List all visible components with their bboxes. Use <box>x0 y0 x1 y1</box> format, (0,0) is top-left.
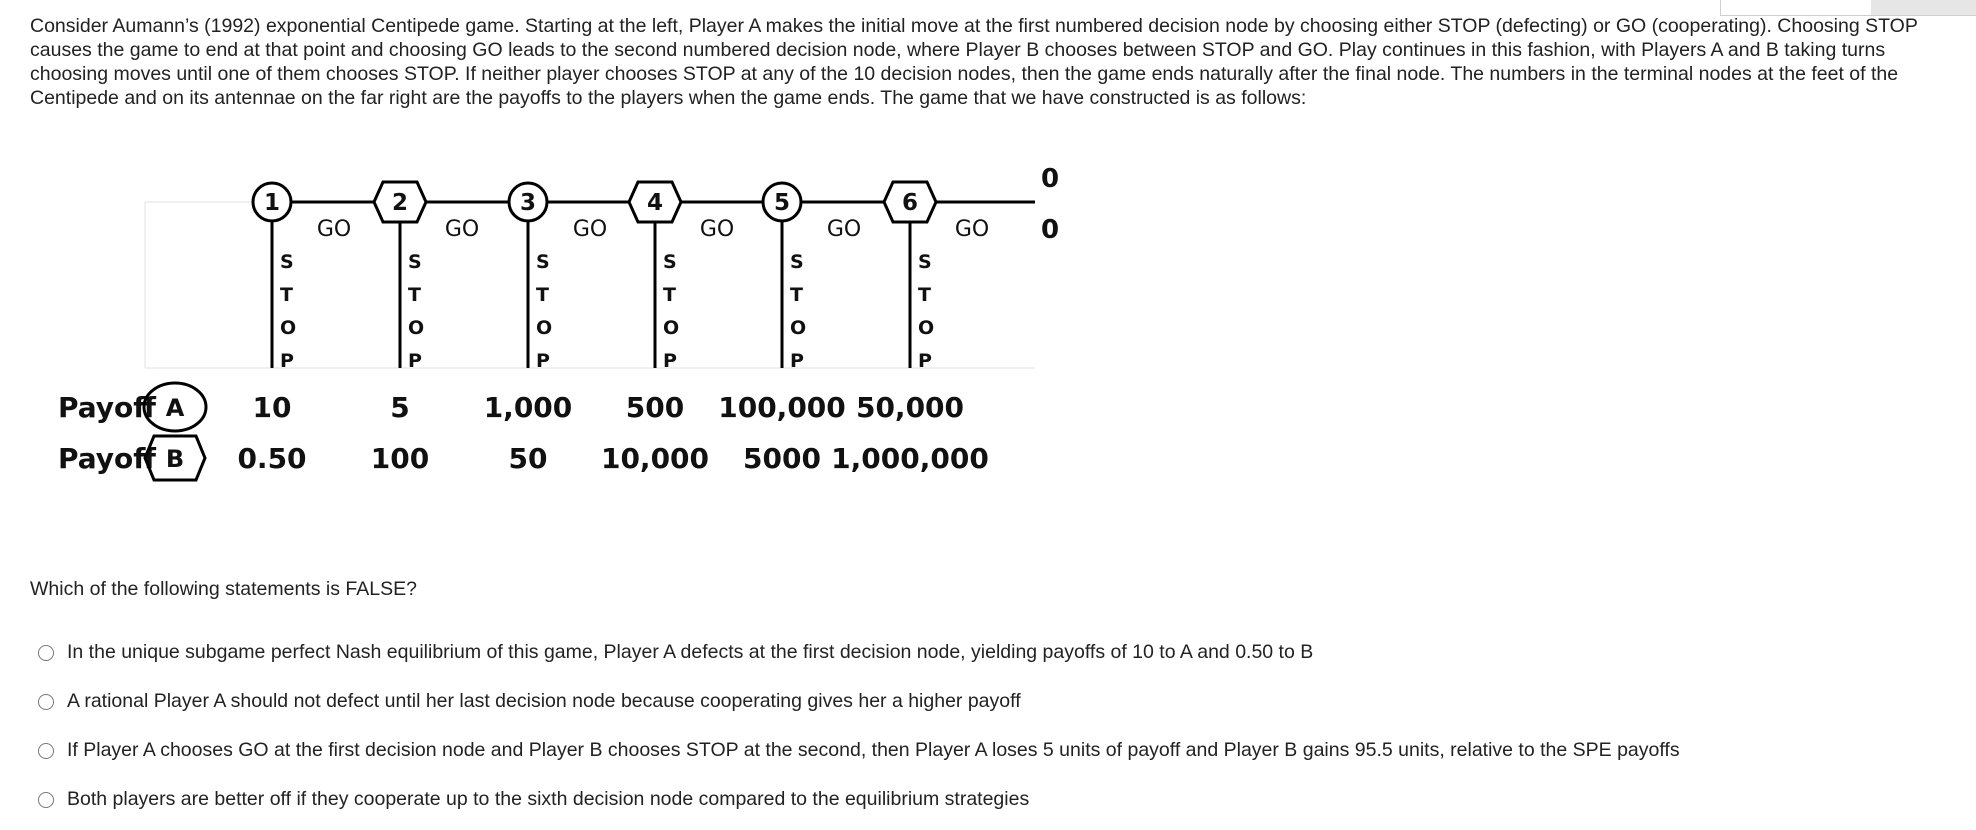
radio-button-1[interactable] <box>38 645 54 661</box>
payoff-a-label: Payoff <box>58 391 156 424</box>
stop-label-5: T <box>790 284 803 306</box>
payoff-b-5: 5000 <box>743 442 821 475</box>
stop-label-5: S <box>790 251 804 273</box>
go-label-4: GO <box>699 217 735 242</box>
player-a-letter: A <box>165 394 185 422</box>
node-number-2: 2 <box>391 190 409 216</box>
node-number-3: 3 <box>519 190 537 216</box>
top-right-frame-fill <box>1871 0 1976 15</box>
payoff-b-label: Payoff <box>58 442 156 475</box>
stop-label-4: S <box>663 251 677 273</box>
go-label-3: GO <box>572 217 608 242</box>
intro-paragraph: Consider Aumann’s (1992) exponential Centipede game. Starting at the left, Player A makes the initial move at the first numbered decision node by choosing either STOP (defecting) or GO (cooperating). Choosing STOP causes the game to end at that point and choosing GO leads to the second numbered decision node, where Player B chooses between STOP and GO. Play continues in this fashion, with Players A and B taking turns choosing moves until one of them chooses STOP. If neither player chooses STOP at any of the 10 decision nodes, then the game ends naturally after the final node. The numbers in the terminal nodes at the feet of the Centipede and on its antennae on the far right are the payoffs to the players when the game ends. The game that we have constructed is as follows: <box>30 15 1918 109</box>
payoff-a-4: 500 <box>625 391 685 424</box>
end-payoff-a: 0 <box>1040 164 1060 194</box>
stop-label-3: T <box>536 284 549 306</box>
node-number-1: 1 <box>263 190 281 216</box>
answer-option-4[interactable] <box>38 775 1680 824</box>
stop-label-1: S <box>280 251 294 273</box>
answer-option-4-text: Both players are better off if they cooperate up to the sixth decision node compared to the equilibrium strategies <box>67 788 1030 810</box>
stop-label-6: S <box>918 251 932 273</box>
answer-option-1[interactable] <box>38 628 1680 677</box>
stop-label-6: P <box>918 350 932 372</box>
radio-button-4[interactable] <box>38 792 54 808</box>
answer-option-2[interactable] <box>38 677 1680 726</box>
end-payoff-b: 0 <box>1040 215 1060 245</box>
answer-option-3[interactable] <box>38 726 1680 775</box>
stop-label-1: P <box>280 350 294 372</box>
stop-label-4: T <box>663 284 676 306</box>
stop-label-2: O <box>408 317 425 339</box>
stop-label-2: P <box>408 350 422 372</box>
node-number-5: 5 <box>773 190 791 216</box>
stop-label-2: T <box>408 284 421 306</box>
player-b-letter: B <box>165 445 185 473</box>
payoff-a-1: 10 <box>252 391 292 424</box>
payoff-b-6: 1,000,000 <box>831 442 989 475</box>
node-number-4: 4 <box>646 190 664 216</box>
stop-label-3: S <box>536 251 550 273</box>
go-label-2: GO <box>444 217 480 242</box>
payoff-b-3: 50 <box>508 442 548 475</box>
stop-label-1: T <box>280 284 293 306</box>
answer-option-2-text: A rational Player A should not defect until her last decision node because cooperating gives her a higher payoff <box>67 690 1021 712</box>
answer-option-3-text: If Player A chooses GO at the first decision node and Player B chooses STOP at the second, then Player A loses 5 units of payoff and Player B gains 95.5 units, relative to the SPE payoffs <box>67 739 1680 761</box>
go-label-6: GO <box>954 217 990 242</box>
stop-label-5: P <box>790 350 804 372</box>
payoff-a-6: 50,000 <box>855 391 965 424</box>
go-label-1: GO <box>316 217 352 242</box>
payoff-b-2: 100 <box>370 442 430 475</box>
payoff-b-4: 10,000 <box>600 442 710 475</box>
stop-label-5: O <box>790 317 807 339</box>
question-text: Which of the following statements is FALSE? <box>30 578 417 600</box>
payoff-a-3: 1,000 <box>483 391 573 424</box>
stop-label-4: O <box>663 317 680 339</box>
stop-label-6: O <box>918 317 935 339</box>
stop-label-3: P <box>536 350 550 372</box>
stop-label-6: T <box>918 284 931 306</box>
node-number-6: 6 <box>901 190 919 216</box>
go-label-5: GO <box>826 217 862 242</box>
radio-button-3[interactable] <box>38 743 54 759</box>
payoff-b-1: 0.50 <box>237 442 307 475</box>
radio-button-2[interactable] <box>38 694 54 710</box>
stop-label-2: S <box>408 251 422 273</box>
answer-options <box>38 628 1680 824</box>
centipede-game-diagram <box>0 140 1100 500</box>
answer-option-1-text: In the unique subgame perfect Nash equilibrium of this game, Player A defects at the first decision node, yielding payoffs of 10 to A and 0.50 to B <box>67 641 1314 663</box>
stop-label-3: O <box>536 317 553 339</box>
payoff-a-5: 100,000 <box>718 391 846 424</box>
payoff-a-2: 5 <box>390 391 410 424</box>
stop-label-1: O <box>280 317 297 339</box>
stop-label-4: P <box>663 350 677 372</box>
